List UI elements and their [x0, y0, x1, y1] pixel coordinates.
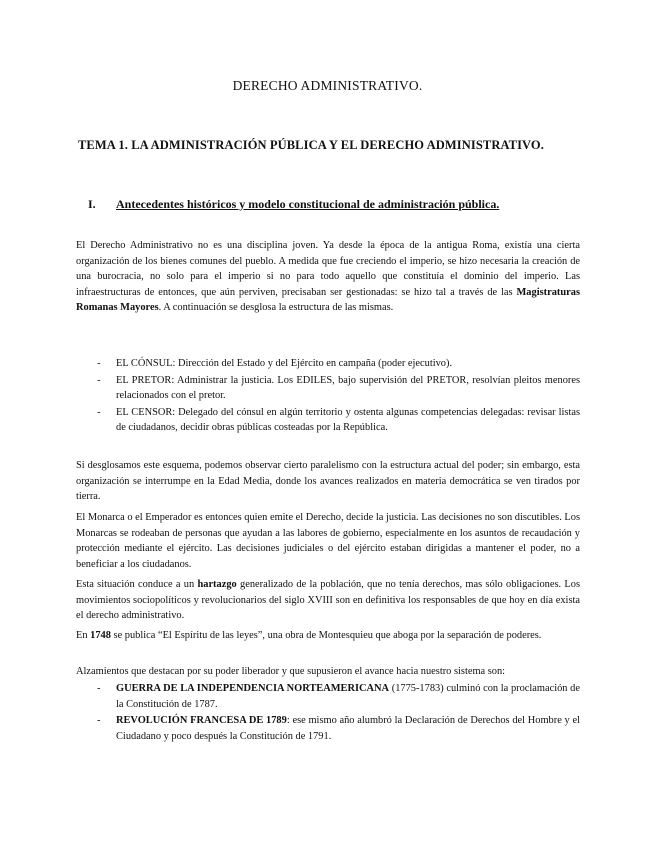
paragraph-montesquieu — [76, 628, 580, 644]
p6-text: Alzamientos que destacan por su poder liberador y que supusieron el avance hacia nuestro sistema son: — [76, 666, 506, 677]
list-item-text: EL PRETOR: Administrar la justicia. Los EDILES, bajo supervisión del PRETOR, resolvían pleitos menores relacionados con el pretor. — [116, 374, 580, 401]
list-item — [76, 681, 580, 712]
tema-title: TEMA 1. LA ADMINISTRACIÓN PÚBLICA Y EL DERECHO ADMINISTRATIVO. — [78, 138, 544, 152]
list-item — [76, 713, 580, 744]
document-title: DERECHO ADMINISTRATIVO. — [232, 78, 423, 93]
dash-bullet: - — [97, 374, 101, 386]
list-item-text: EL CÓNSUL: Dirección del Estado y del Ejército en campaña (poder ejecutivo). — [116, 358, 453, 369]
p1-text-a: El Derecho Administrativo no es una disciplina joven. Ya desde la época de la antigua Roma, existía una cierta organización de los bienes comunes del pueblo. A medida que fue creciendo el imperio, se hizo necesaria la creación de una burocracia, no solo para el imperio si no para todo aquello que constituía el dominio del imperio. Las infraestructuras de entonces, que aún perviven, precisaban ser gestionadas: se hizo tal a través de las — [76, 240, 580, 298]
list-item-bold: REVOLUCIÓN FRANCESA DE 1789 — [116, 715, 287, 726]
section-heading — [88, 197, 499, 212]
dash-bullet: - — [97, 715, 101, 726]
alzamientos-list — [76, 681, 580, 745]
magistraturas-list — [76, 356, 580, 437]
paragraph-monarca — [76, 510, 580, 572]
list-item-text: (1775-1783) culminó con la proclamación de la Constitución de 1787. — [116, 683, 580, 710]
dash-bullet: - — [97, 406, 101, 418]
section-number: I. — [88, 197, 96, 211]
list-item-text: : ese mismo año alumbró la Declaración de Derechos del Hombre y el Ciudadano y poco después la Constitución de 1791. — [116, 715, 580, 742]
list-item-bold: GUERRA DE LA INDEPENDENCIA NORTEAMERICANA — [116, 683, 390, 694]
dash-bullet: - — [97, 683, 101, 694]
list-item — [76, 356, 580, 372]
p4-bold: hartazgo — [197, 579, 237, 590]
list-item-text: EL CENSOR: Delegado del cónsul en algún territorio y ostenta algunas competencias delegadas: revisar listas de ciudadanos, decidir obras públicas costeadas por la República. — [116, 406, 580, 433]
p2-text: Si desglosamos este esquema, podemos observar cierto paralelismo con la estructura actual del poder; sin embargo, esta organización se interrumpe en la Edad Media, donde los avances realizados en materia democrática se ven tirados por tierra. — [76, 460, 580, 502]
p5-bold: 1748 — [90, 630, 111, 641]
paragraph-roman-administration — [76, 238, 580, 316]
list-item — [76, 373, 580, 404]
list-item — [76, 405, 580, 436]
p3-text: El Monarca o el Emperador es entonces quien emite el Derecho, decide la justicia. Las decisiones no son discutibles. Los Monarcas se rodeaban de personas que ayudan a las labores de gobierno, especialmente en los asuntos de recaudación y protección mediante el ejército. Las decisiones judiciales o del ejército estaban dirigidas a mantener el poder, no a beneficiar a los ciudadanos. — [76, 512, 580, 570]
paragraph-alzamientos — [76, 664, 580, 680]
section-heading-text: Antecedentes históricos y modelo constitucional de administración pública. — [116, 197, 500, 211]
dash-bullet: - — [97, 358, 101, 369]
p4-text-a: Esta situación conduce a un — [76, 579, 198, 590]
p1-bold: Magistraturas Romanas Mayores — [76, 286, 580, 313]
paragraph-hartazgo — [76, 577, 580, 624]
paragraph-edad-media — [76, 458, 580, 505]
p5-text-a: En — [76, 630, 91, 641]
p1-text-b: . A continuación se desglosa la estructura de las mismas. — [158, 302, 394, 313]
p5-text-b: se publica “El Espíritu de las leyes”, una obra de Montesquieu que aboga por la separación de poderes. — [110, 630, 542, 641]
p4-text-b: generalizado de la población, que no tenía derechos, mas sólo obligaciones. Los movimientos sociopolíticos y revolucionarios del siglo XVIII son en definitiva los responsables de que hoy en día exista el derecho administrativo. — [76, 579, 580, 621]
